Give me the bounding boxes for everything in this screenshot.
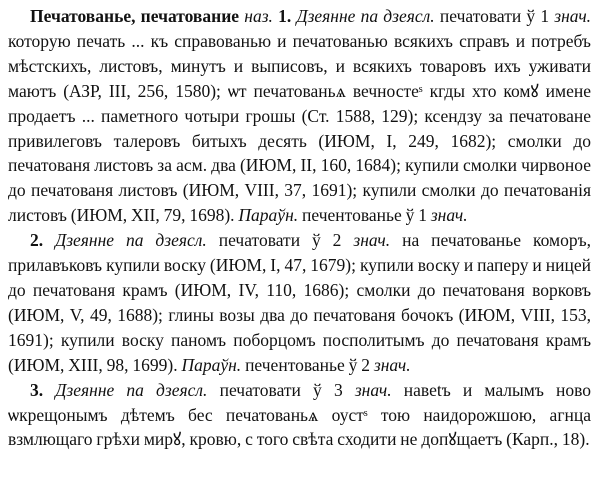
sense-3-number: 3. [30,379,44,400]
sense-1-gloss: Дзеянне па дзеясл. [296,6,435,26]
sense-1-ref-label: знач. [554,6,592,26]
sense-1-citations: которую печать ... къ справованью и печатованью всякихъ справъ и потребъ мѣстскихъ, листовъ, минутъ и выписовъ, и всякихъ товаровъ ихъ уживати маютъ (АЗР, III, 256, 1580); ѡт печатованьѧ вечностеˢ кгды хто комꙋ имене продаетъ ... паметного чотыри грошы (Ст. 1588, 129); ксендзу за печатоване привилеговъ талеровъ битыхъ десять (ИЮМ, I, 249, 1682); смолки до печатованя листовъ за асм. два (ИЮМ, II, 160, 1684); купили смолки чирвоное до печатованя листовъ (ИЮМ, VIII, 37, 1691); купили смолки до печатованія листовъ (ИЮМ, XII, 79, 1698). [8,30,591,226]
sense-2-paragraph [8,228,591,377]
sense-3-ref-label: знач. [354,379,392,400]
entry-headword: Печатованье, печатование [30,6,240,26]
sense-1-number: 1. [278,6,292,26]
sense-2-citations: на печатованье коморъ, прилавъковъ купили воску (ИЮМ, I, 47, 1679); купили воску и паперу и ницей до печатованя крамъ (ИЮМ, IV, 110, 1686); смолки до печатованя ворковъ (ИЮМ, V, 49, 1688); глины возы два до печатованя бочокъ (ИЮМ, VIII, 153, 1691); купили воску паномъ поборцомъ посполитымъ до печатованя крамъ (ИЮМ, XIII, 98, 1699). [8,230,592,375]
sense-3-citations: навеtъ и малымъ ново ѡкрещонымъ дѣтемъ бес печатованьѧ оустˢ тою наидорожшою, агнца взмлющаго грѣхи мирꙋ, кровю, с того свѣта сходити не допꙋщаетъ (Карп., 18). [8,379,592,450]
sense-2-gloss: Дзеянне па дзеясл. [55,230,207,251]
sense-2-compare-label: Параўн. [181,354,242,375]
sense-1-verb-ref: печатовати ў 1 [439,6,550,26]
sense-1-paragraph [8,4,591,228]
sense-2-verb-ref: печатовати ў 2 [218,230,342,251]
sense-2-compare-text: печентованье ў 2 [245,354,371,375]
sense-3-verb-ref: печатовати ў 3 [219,379,343,400]
sense-2-ref-label: знач. [353,230,391,251]
sense-2-number: 2. [30,230,44,251]
sense-1-compare-text: печентованье ў 1 [302,205,427,226]
sense-3-paragraph [8,378,591,453]
sense-2-compare-ref: знач. [373,354,411,375]
sense-1-compare-label: Параўн. [238,205,299,226]
sense-3-gloss: Дзеянне па дзеясл. [55,379,208,400]
grammar-label: наз. [244,6,273,26]
sense-1-compare-ref: знач. [430,205,468,226]
